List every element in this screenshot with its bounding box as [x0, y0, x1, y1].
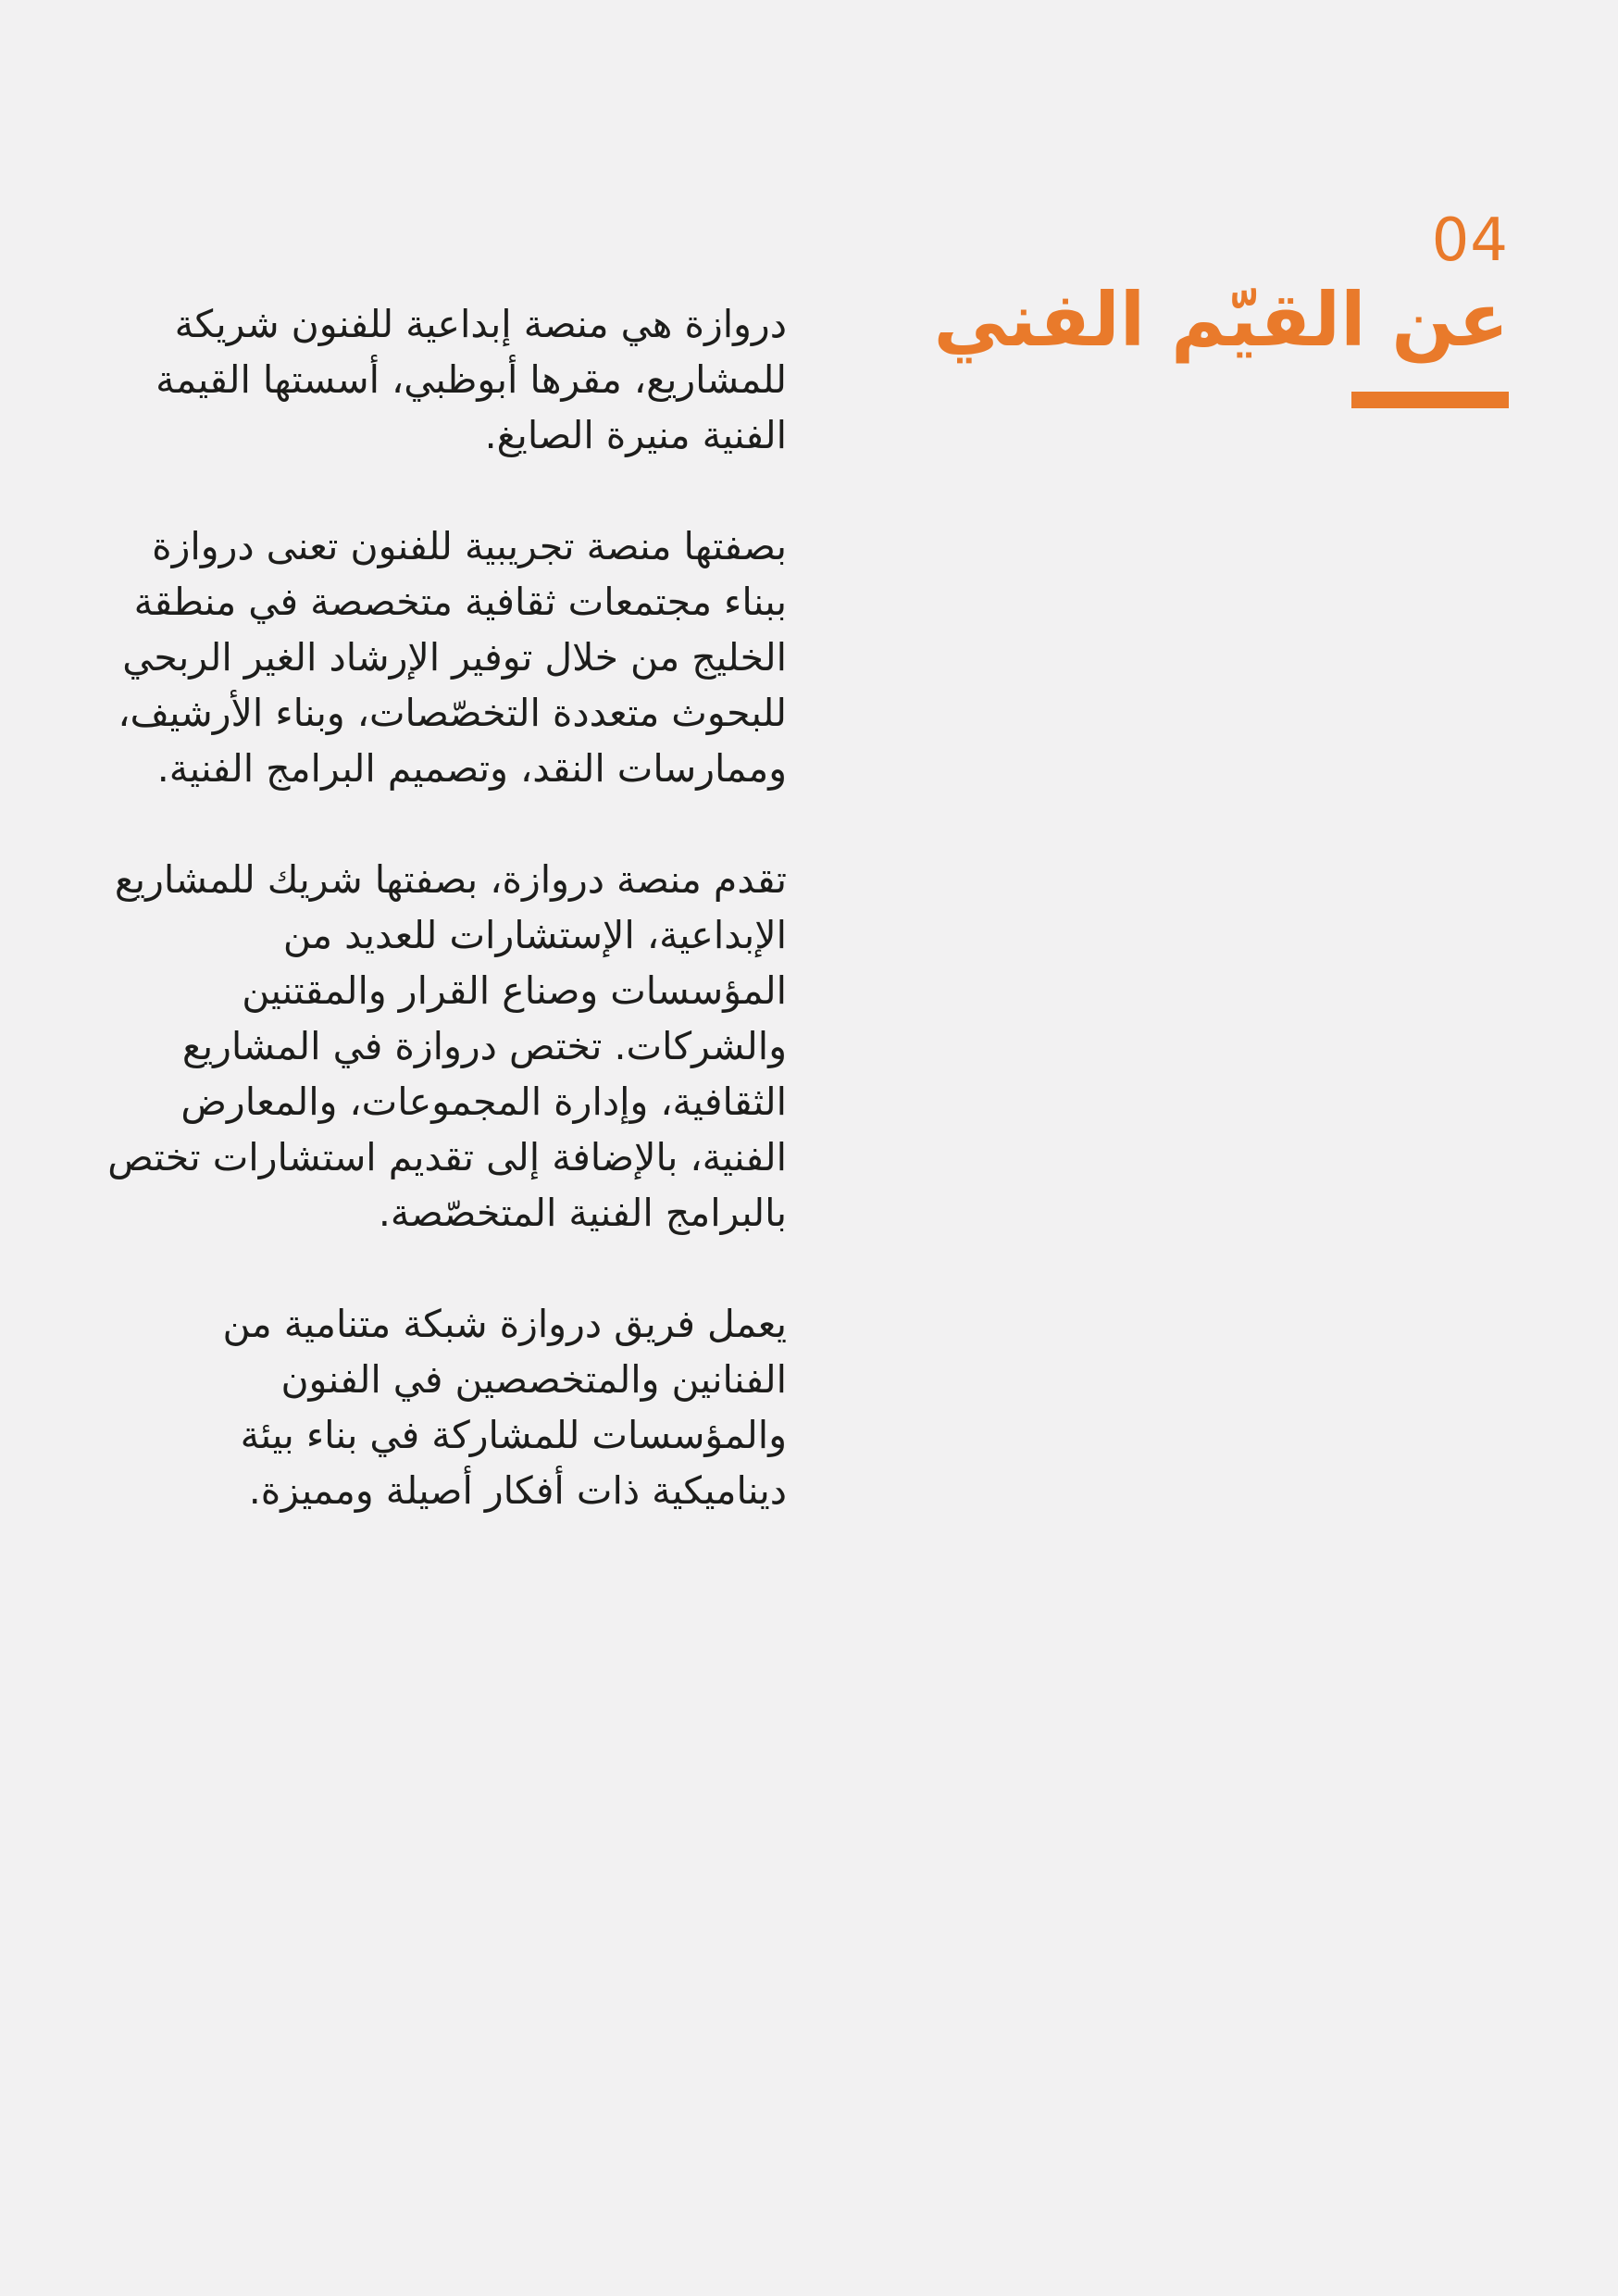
body-text-column: [102, 296, 787, 1518]
paragraph-team: يعمل فريق دروازة شبكة متنامية من الفنانين والمتخصصين في الفنون والمؤسسات للمشاركة في بناء بيئة ديناميكية ذات أفكار أصيلة ومميزة.: [222, 1302, 787, 1513]
paragraph-intro: دروازة هي منصة إبداعية للفنون شريكة للمشاريع، مقرها أبوظبي، أسستها القيمة الفنية منيرة الصايغ.: [156, 302, 787, 457]
section-number: 04: [1431, 206, 1509, 275]
paragraph-services: تقدم منصة دروازة، بصفتها شريك للمشاريع الإبداعية، الإستشارات للعديد من المؤسسات وصناع القرار والمقتنين والشركات. تختص دروازة في المشاريع الثقافية، وإدارة المجموعات، والمعارض الفنية، بالإضافة إلى تقديم استشارات تختص بالبرامج الفنية المتخصّصة.: [107, 857, 787, 1235]
title-underline-rule: [1351, 392, 1509, 408]
section-title: عن القيّم الفني: [933, 277, 1509, 363]
paragraph-mission: بصفتها منصة تجريبية للفنون تعنى دروازة ببناء مجتمعات ثقافية متخصصة في منطقة الخليج من خلال توفير الإرشاد الغير الربحي للبحوث متعددة التخصّصات، وبناء الأرشيف، وممارسات النقد، وتصميم البرامج الفنية.: [118, 524, 787, 791]
